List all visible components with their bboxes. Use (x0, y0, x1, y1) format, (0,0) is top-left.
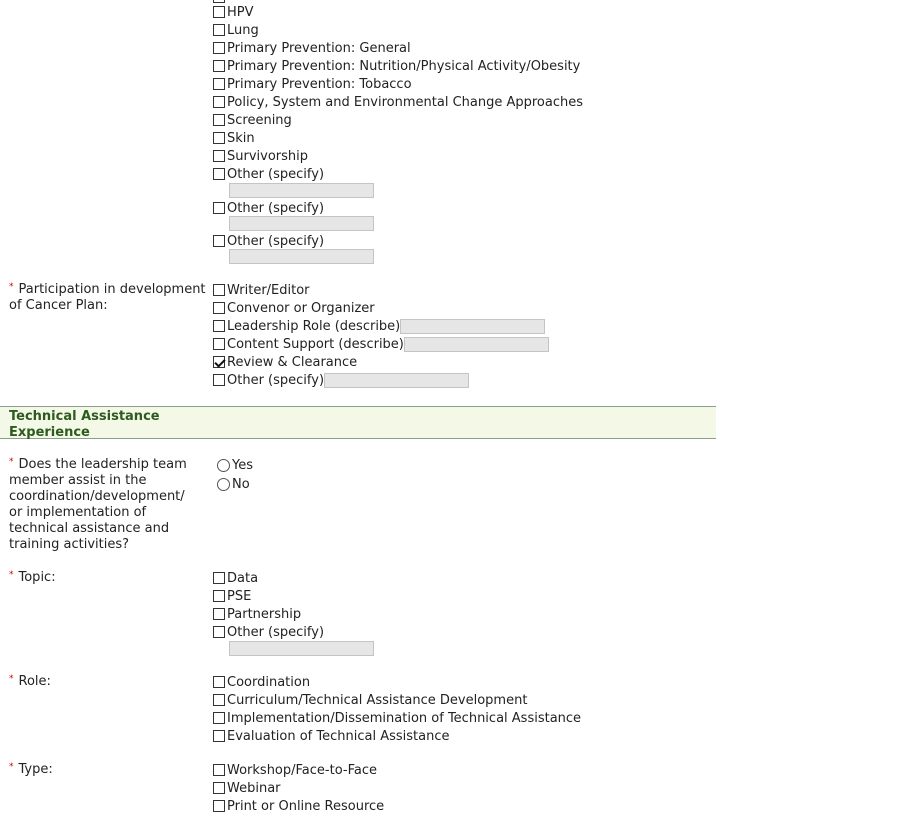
checkbox-option-webinar[interactable] (213, 779, 281, 797)
required-marker: * (9, 674, 14, 684)
checkbox-option-workshop[interactable] (213, 761, 377, 779)
option-label: Partnership (227, 606, 302, 622)
option-label: Writer/Editor (227, 282, 310, 298)
radio-button[interactable] (217, 478, 230, 491)
radio-option-no[interactable] (213, 475, 250, 493)
checkbox-option-leadership-role[interactable] (213, 317, 545, 335)
checkbox[interactable] (213, 150, 225, 162)
option-label: Workshop/Face-to-Face (227, 762, 377, 778)
option-label: Skin (227, 130, 255, 146)
checkbox-option-coordination[interactable] (213, 673, 310, 691)
checkbox[interactable] (213, 320, 225, 332)
other-specify-input-2[interactable] (229, 216, 374, 231)
option-label: Other (specify) (227, 233, 325, 249)
checkbox-option-screening[interactable] (213, 111, 292, 129)
leadership-role-input[interactable] (400, 319, 545, 334)
option-label: Screening (227, 112, 292, 128)
topic-question-label (9, 570, 209, 586)
option-label: Print or Online Resource (227, 798, 385, 814)
checkbox-option-evaluation[interactable] (213, 727, 450, 745)
checkbox-option-survivorship[interactable] (213, 147, 308, 165)
checkbox-option-other-topic[interactable] (213, 623, 324, 641)
other-topic-input[interactable] (229, 641, 374, 656)
checkbox-option-primary-prevention-nutrition[interactable] (213, 57, 580, 75)
checkbox-option-primary-prevention-general[interactable] (213, 39, 411, 57)
checkbox[interactable] (213, 782, 225, 794)
required-marker: * (9, 762, 14, 772)
radio-option-yes[interactable] (213, 456, 253, 474)
checkbox-option-other-2[interactable] (213, 199, 324, 217)
option-label: Other (specify) (227, 200, 325, 216)
checkbox-checked[interactable] (213, 356, 225, 368)
checkbox-option-hpv[interactable] (213, 3, 254, 21)
other-specify-input-3[interactable] (229, 249, 374, 264)
option-label: Primary Prevention: Nutrition/Physical Activity/Obesity (227, 58, 581, 74)
other-participation-input[interactable] (324, 373, 469, 388)
checkbox[interactable] (213, 168, 225, 180)
checkbox[interactable] (213, 132, 225, 144)
checkbox[interactable] (213, 764, 225, 776)
required-marker: * (9, 282, 14, 292)
option-label: Other (specify) (227, 372, 325, 388)
section-title: Technical Assistance Experience (9, 409, 160, 440)
checkbox[interactable] (213, 284, 225, 296)
checkbox-option-convenor[interactable] (213, 299, 375, 317)
checkbox[interactable] (213, 202, 225, 214)
option-label: Webinar (227, 780, 281, 796)
radio-button[interactable] (217, 459, 230, 472)
checkbox-option-other-3[interactable] (213, 232, 324, 250)
checkbox[interactable] (213, 608, 225, 620)
content-support-input[interactable] (404, 337, 549, 352)
checkbox[interactable] (213, 572, 225, 584)
checkbox[interactable] (213, 338, 225, 350)
option-label: Implementation/Dissemination of Technical Assistance (227, 710, 582, 726)
option-label: PSE (227, 588, 252, 604)
option-label: Other (specify) (227, 624, 325, 640)
checkbox[interactable] (213, 374, 225, 386)
checkbox[interactable] (213, 6, 225, 18)
checkbox[interactable] (213, 42, 225, 54)
other-specify-input-1[interactable] (229, 183, 374, 198)
option-label: Policy, System and Environmental Change Approaches (227, 94, 584, 110)
checkbox[interactable] (213, 730, 225, 742)
option-label: Survivorship (227, 148, 309, 164)
checkbox-option-partnership[interactable] (213, 605, 301, 623)
option-label: Evaluation of Technical Assistance (227, 728, 450, 744)
option-label: Content Support (describe) (227, 336, 404, 352)
checkbox[interactable] (213, 24, 225, 36)
checkbox-option-data[interactable] (213, 569, 258, 587)
option-label: Yes (232, 457, 253, 473)
checkbox-option-primary-prevention-tobacco[interactable] (213, 75, 412, 93)
checkbox[interactable] (213, 114, 225, 126)
checkbox[interactable] (213, 302, 225, 314)
checkbox[interactable] (213, 78, 225, 90)
required-marker: * (9, 457, 14, 467)
role-question-label (9, 674, 209, 690)
option-label: HPV (227, 4, 254, 20)
checkbox[interactable] (213, 694, 225, 706)
type-question-label (9, 762, 209, 778)
option-label: Primary Prevention: Tobacco (227, 76, 412, 92)
ta-assist-question-label (9, 457, 199, 553)
checkbox-option-pse[interactable] (213, 587, 251, 605)
option-label: Lung (227, 22, 259, 38)
option-label: Review & Clearance (227, 354, 358, 370)
question-text: Topic: (18, 570, 56, 585)
checkbox[interactable] (213, 96, 225, 108)
checkbox[interactable] (213, 60, 225, 72)
participation-question-label (9, 282, 209, 314)
checkbox-option-review-clearance[interactable] (213, 353, 357, 371)
option-label: Coordination (227, 674, 311, 690)
checkbox[interactable] (213, 626, 225, 638)
question-text: Type: (18, 762, 53, 777)
option-label: Convenor or Organizer (227, 300, 375, 316)
checkbox[interactable] (213, 712, 225, 724)
checkbox-option-lung[interactable] (213, 21, 259, 39)
option-label: Leadership Role (describe) (227, 318, 401, 334)
checkbox-option-pse-approaches[interactable] (213, 93, 583, 111)
checkbox-option-implementation[interactable] (213, 709, 581, 727)
checkbox-option-writer-editor[interactable] (213, 281, 310, 299)
checkbox[interactable] (213, 590, 225, 602)
required-marker: * (9, 570, 14, 580)
checkbox-option-content-support[interactable] (213, 335, 549, 353)
option-label: Data (227, 570, 259, 586)
checkbox-option-skin[interactable] (213, 129, 255, 147)
option-label: Other (specify) (227, 166, 325, 182)
option-label: Primary Prevention: General (227, 40, 411, 56)
option-label: Curriculum/Technical Assistance Development (227, 692, 528, 708)
checkbox[interactable] (213, 235, 225, 247)
question-text: Does the leadership team member assist in the coordination/development/ or implementation of technical assistance and training activities? (9, 457, 187, 552)
question-text: Participation in development of Cancer Plan: (9, 282, 206, 313)
checkbox-option-curriculum[interactable] (213, 691, 527, 709)
checkbox-option-other-1[interactable] (213, 165, 324, 183)
question-text: Role: (18, 674, 51, 689)
section-header (0, 406, 716, 439)
checkbox-option-other-participation[interactable] (213, 371, 469, 389)
checkbox[interactable] (213, 800, 225, 812)
checkbox[interactable] (213, 676, 225, 688)
option-label: No (232, 476, 250, 492)
checkbox-option-print-online[interactable] (213, 797, 384, 815)
